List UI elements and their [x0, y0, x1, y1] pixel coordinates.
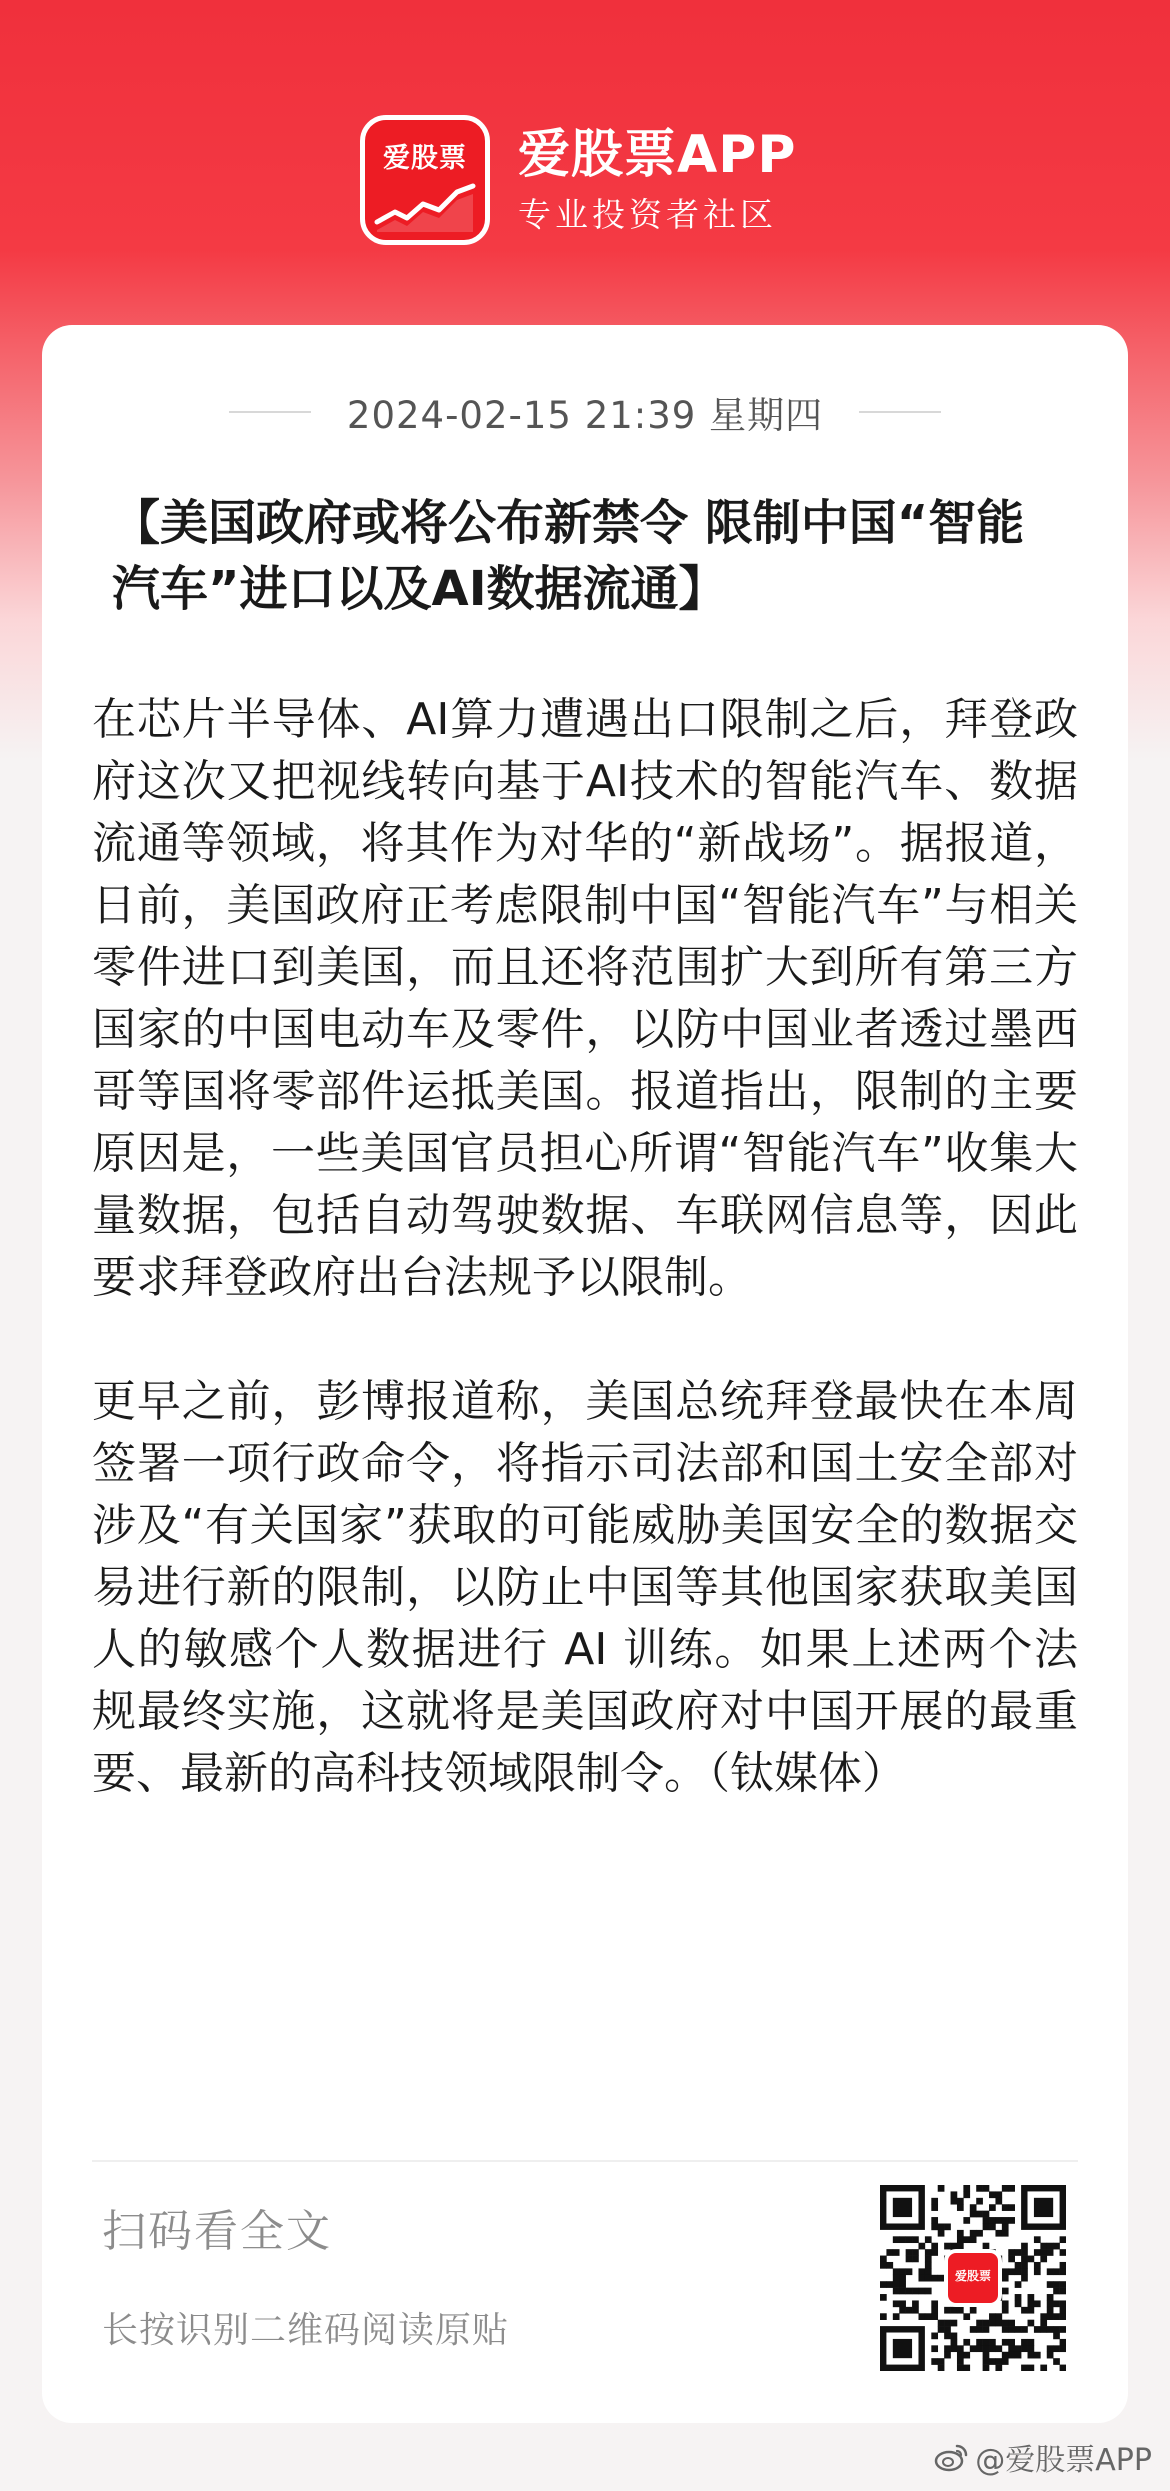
watermark-text: @爱股票APP	[975, 2443, 1152, 2478]
post-date: 2024-02-15 21:39 星期四	[346, 394, 824, 437]
qr-code[interactable]	[880, 2185, 1066, 2371]
stock-chart-icon	[373, 182, 478, 232]
date-row	[42, 385, 1128, 439]
app-logo	[360, 115, 490, 245]
scan-title: 扫码看全文	[102, 2206, 332, 2257]
post-paragraph: 更早之前，彭博报道称，美国总统拜登最快在本周签署一项行政命令，将指示司法部和国土安全部对涉及“有关国家”获取的可能威胁美国安全的数据交易进行新的限制，以防止中国等其他国家获取美国人的敏感个人数据进行 AI 训练。如果上述两个法规最终实施，这就将是美国政府对中国开展的最重要、最新的高科技领域限制令。（钛媒体）	[92, 1376, 1078, 1799]
footer-divider	[92, 2160, 1078, 2162]
divider-right	[859, 411, 941, 413]
qr-app-logo: 爱股票	[944, 2249, 1002, 2307]
app-header	[360, 115, 796, 245]
brand-block	[518, 123, 796, 237]
post-title: 【美国政府或将公布新禁令 限制中国“智能汽车”进口以及AI数据流通】	[112, 495, 1025, 617]
weibo-icon	[933, 2442, 969, 2472]
logo-text: 爱股票	[383, 143, 467, 174]
post-card	[42, 325, 1128, 2423]
brand-slogan: 专业投资者社区	[518, 195, 777, 234]
divider-left	[229, 411, 311, 413]
post-paragraph: 在芯片半导体、AI算力遭遇出口限制之后，拜登政府这次又把视线转向基于AI技术的智能汽车、数据流通等领域，将其作为对华的“新战场”。据报道，日前，美国政府正考虑限制中国“智能汽车”与相关零件进口到美国，而且还将范围扩大到所有第三方国家的中国电动车及零件，以防中国业者透过墨西哥等国将零部件运抵美国。报道指出，限制的主要原因是，一些美国官员担心所谓“智能汽车”收集大量数据，包括自动驾驶数据、车联网信息等，因此要求拜登政府出台法规予以限制。	[92, 694, 1078, 1303]
weibo-watermark	[933, 2435, 1152, 2479]
brand-name: 爱股票APP	[518, 125, 797, 185]
post-body	[92, 689, 1078, 1805]
scan-subtitle: 长按识别二维码阅读原贴	[102, 2310, 510, 2351]
